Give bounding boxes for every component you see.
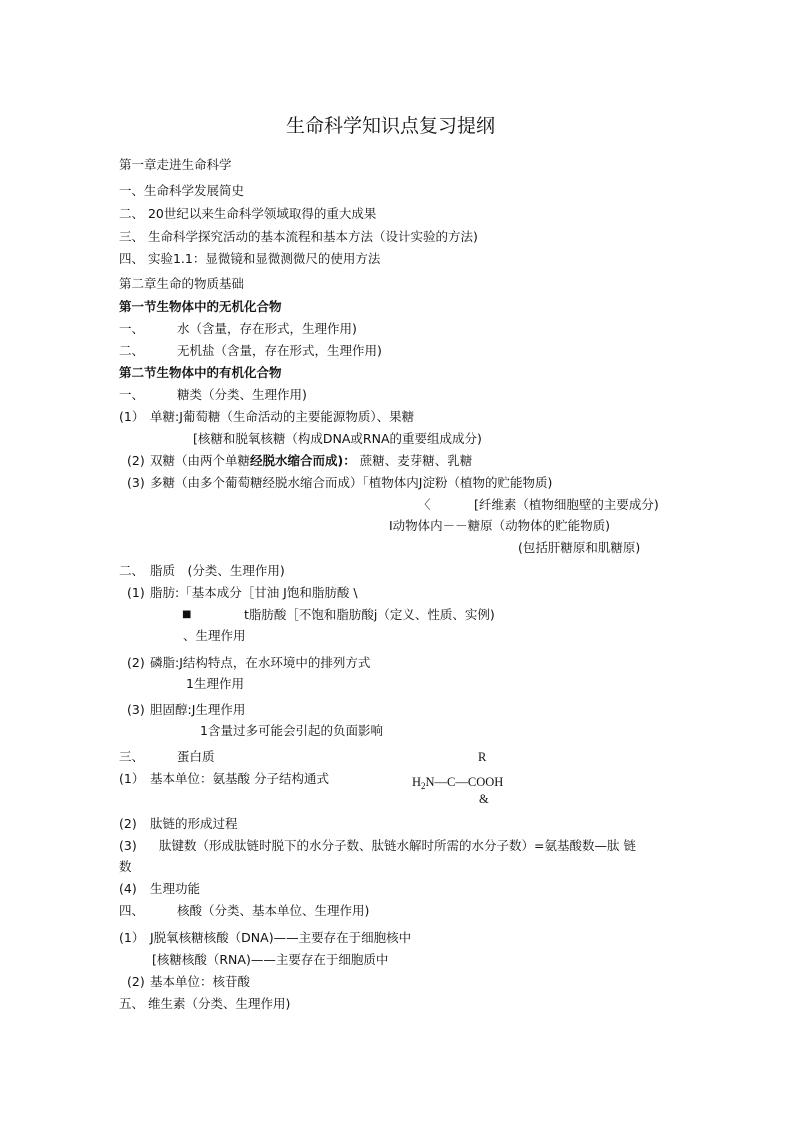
nucleic-type-num: (1） <box>119 930 145 945</box>
monosaccharide-line-1: 单糖:J葡萄糖（生命活动的主要能源物质）、果糖 <box>150 409 415 424</box>
fat-line-1: 脂肪:「基本成分［甘油 J饱和脂肪酸 \ <box>150 585 358 600</box>
lipid-heading: 脂质 (分类、生理作用) <box>150 563 285 578</box>
phospholipid-line-2: 1生理作用 <box>186 676 244 691</box>
amino-acid-formula <box>412 774 503 790</box>
protein-heading: 蛋白质 <box>177 749 215 764</box>
disaccharide-text-c: 蔗糖、麦芽糖、乳糖 <box>359 453 473 468</box>
monosaccharide-line-2: [核糖和脱氧核糖（构成DNA或RNA的重要组成成分) <box>193 431 482 446</box>
section-1-heading: 第一节生物体中的无机化合物 <box>119 299 282 314</box>
amino-acid-num: (1） <box>119 771 145 786</box>
s1-item-1-num: 一、 <box>119 321 145 336</box>
disaccharide-num: (2) <box>127 453 145 468</box>
polysaccharide-line-3: I动物体内－－糖原（动物体的贮能物质) <box>389 518 611 533</box>
peptide-bond-count-cont: 数 <box>119 859 132 874</box>
disaccharide-line <box>150 453 472 469</box>
protein-function: 生理功能 <box>150 881 201 896</box>
fat-num: (1) <box>127 585 145 600</box>
amino-acid-unit: 基本单位：氨基酸 分子结构通式 <box>150 771 329 786</box>
protein-num: 三、 <box>119 749 145 764</box>
nucleic-acid-heading: 核酸（分类、基本单位、生理作用) <box>177 903 370 918</box>
s1-item-2-salt: 无机盐（含量，存在形式，生理作用) <box>177 343 382 358</box>
formula-subscript: 2 <box>421 781 426 791</box>
formula-backbone: N—C—COOH <box>425 775 504 789</box>
polysaccharide-brace: 〈 <box>418 497 431 512</box>
peptide-bond-count: 肽键数（形成肽链时脱下的水分子数、肽链水解时所需的水分子数）=氨基酸数—肽 链 <box>159 838 636 853</box>
rna-line: [核糖核酸（RNA)——主要存在于细胞质中 <box>152 952 389 967</box>
formula-h-below: & <box>479 792 489 806</box>
ch1-item-2: 二、 20世纪以来生命科学领域取得的重大成果 <box>119 206 377 221</box>
polysaccharide-line-4: (包括肝糖原和肌糖原) <box>518 540 641 555</box>
polysaccharide-num: (3) <box>127 475 145 490</box>
dna-line: J脱氧核糖核酸（DNA)——主要存在于细胞核中 <box>150 930 412 945</box>
nucleotide-num: (2) <box>127 974 145 989</box>
peptide-chain-formation: 肽链的形成过程 <box>150 816 238 831</box>
formula-h: H <box>412 775 422 789</box>
disaccharide-text-bold: 经脱水缩合而成)： <box>250 453 356 468</box>
nucleotide-unit: 基本单位：核苷酸 <box>150 974 251 989</box>
section-2-heading: 第二节生物体中的有机化合物 <box>119 365 282 380</box>
s1-item-1-water: 水（含量，存在形式，生理作用) <box>177 321 357 336</box>
disaccharide-text-a: 双糖（由两个单糖 <box>150 453 251 468</box>
lipid-num: 二、 <box>119 563 145 578</box>
nucleic-acid-num: 四、 <box>119 903 145 918</box>
cholesterol-num: (3) <box>127 702 145 717</box>
ch1-item-3: 三、 生命科学探究活动的基本流程和基本方法（设计实验的方法) <box>119 229 478 244</box>
cholesterol-line-2: 1含量过多可能会引起的负面影响 <box>200 723 383 738</box>
vitamin-heading: 五、 维生素（分类、生理作用) <box>119 996 291 1011</box>
phospholipid-line-1: 磷脂:J结构特点，在水环境中的排列方式 <box>150 655 371 670</box>
peptide-chain-num: (2) <box>119 816 137 831</box>
protein-function-num: (4) <box>119 881 137 896</box>
chapter-2-heading: 第二章生命的物质基础 <box>119 276 245 291</box>
ch1-item-4: 四、 实验1.1：显微镜和显微测微尺的使用方法 <box>119 251 381 266</box>
fat-line-3: 、生理作用 <box>183 628 246 643</box>
carb-num: 一、 <box>119 387 145 402</box>
polysaccharide-line-1: 多糖（由多个葡萄糖经脱水缩合而成）「植物体内J淀粉（植物的贮能物质) <box>150 475 553 490</box>
s1-item-2-num: 二、 <box>119 343 145 358</box>
mono-num: (1） <box>119 409 145 424</box>
fat-bullet: ■ <box>182 609 192 620</box>
fat-line-2: t脂肪酸［不饱和脂肪酸j（定义、性质、实例) <box>244 607 495 622</box>
carb-heading: 糖类（分类、生理作用) <box>177 387 307 402</box>
phospholipid-num: (2) <box>127 655 145 670</box>
ch1-item-1: 一、生命科学发展简史 <box>119 183 245 198</box>
peptide-bond-num: (3) <box>119 838 137 853</box>
cholesterol-line-1: 胆固醇:J生理作用 <box>150 702 246 717</box>
chapter-1-heading: 第一章走进生命科学 <box>119 157 232 172</box>
document-title: 生命科学知识点复习提纲 <box>286 115 496 137</box>
polysaccharide-line-2: [纤维素（植物细胞壁的主要成分) <box>474 497 659 512</box>
formula-r-group: R <box>478 750 487 764</box>
